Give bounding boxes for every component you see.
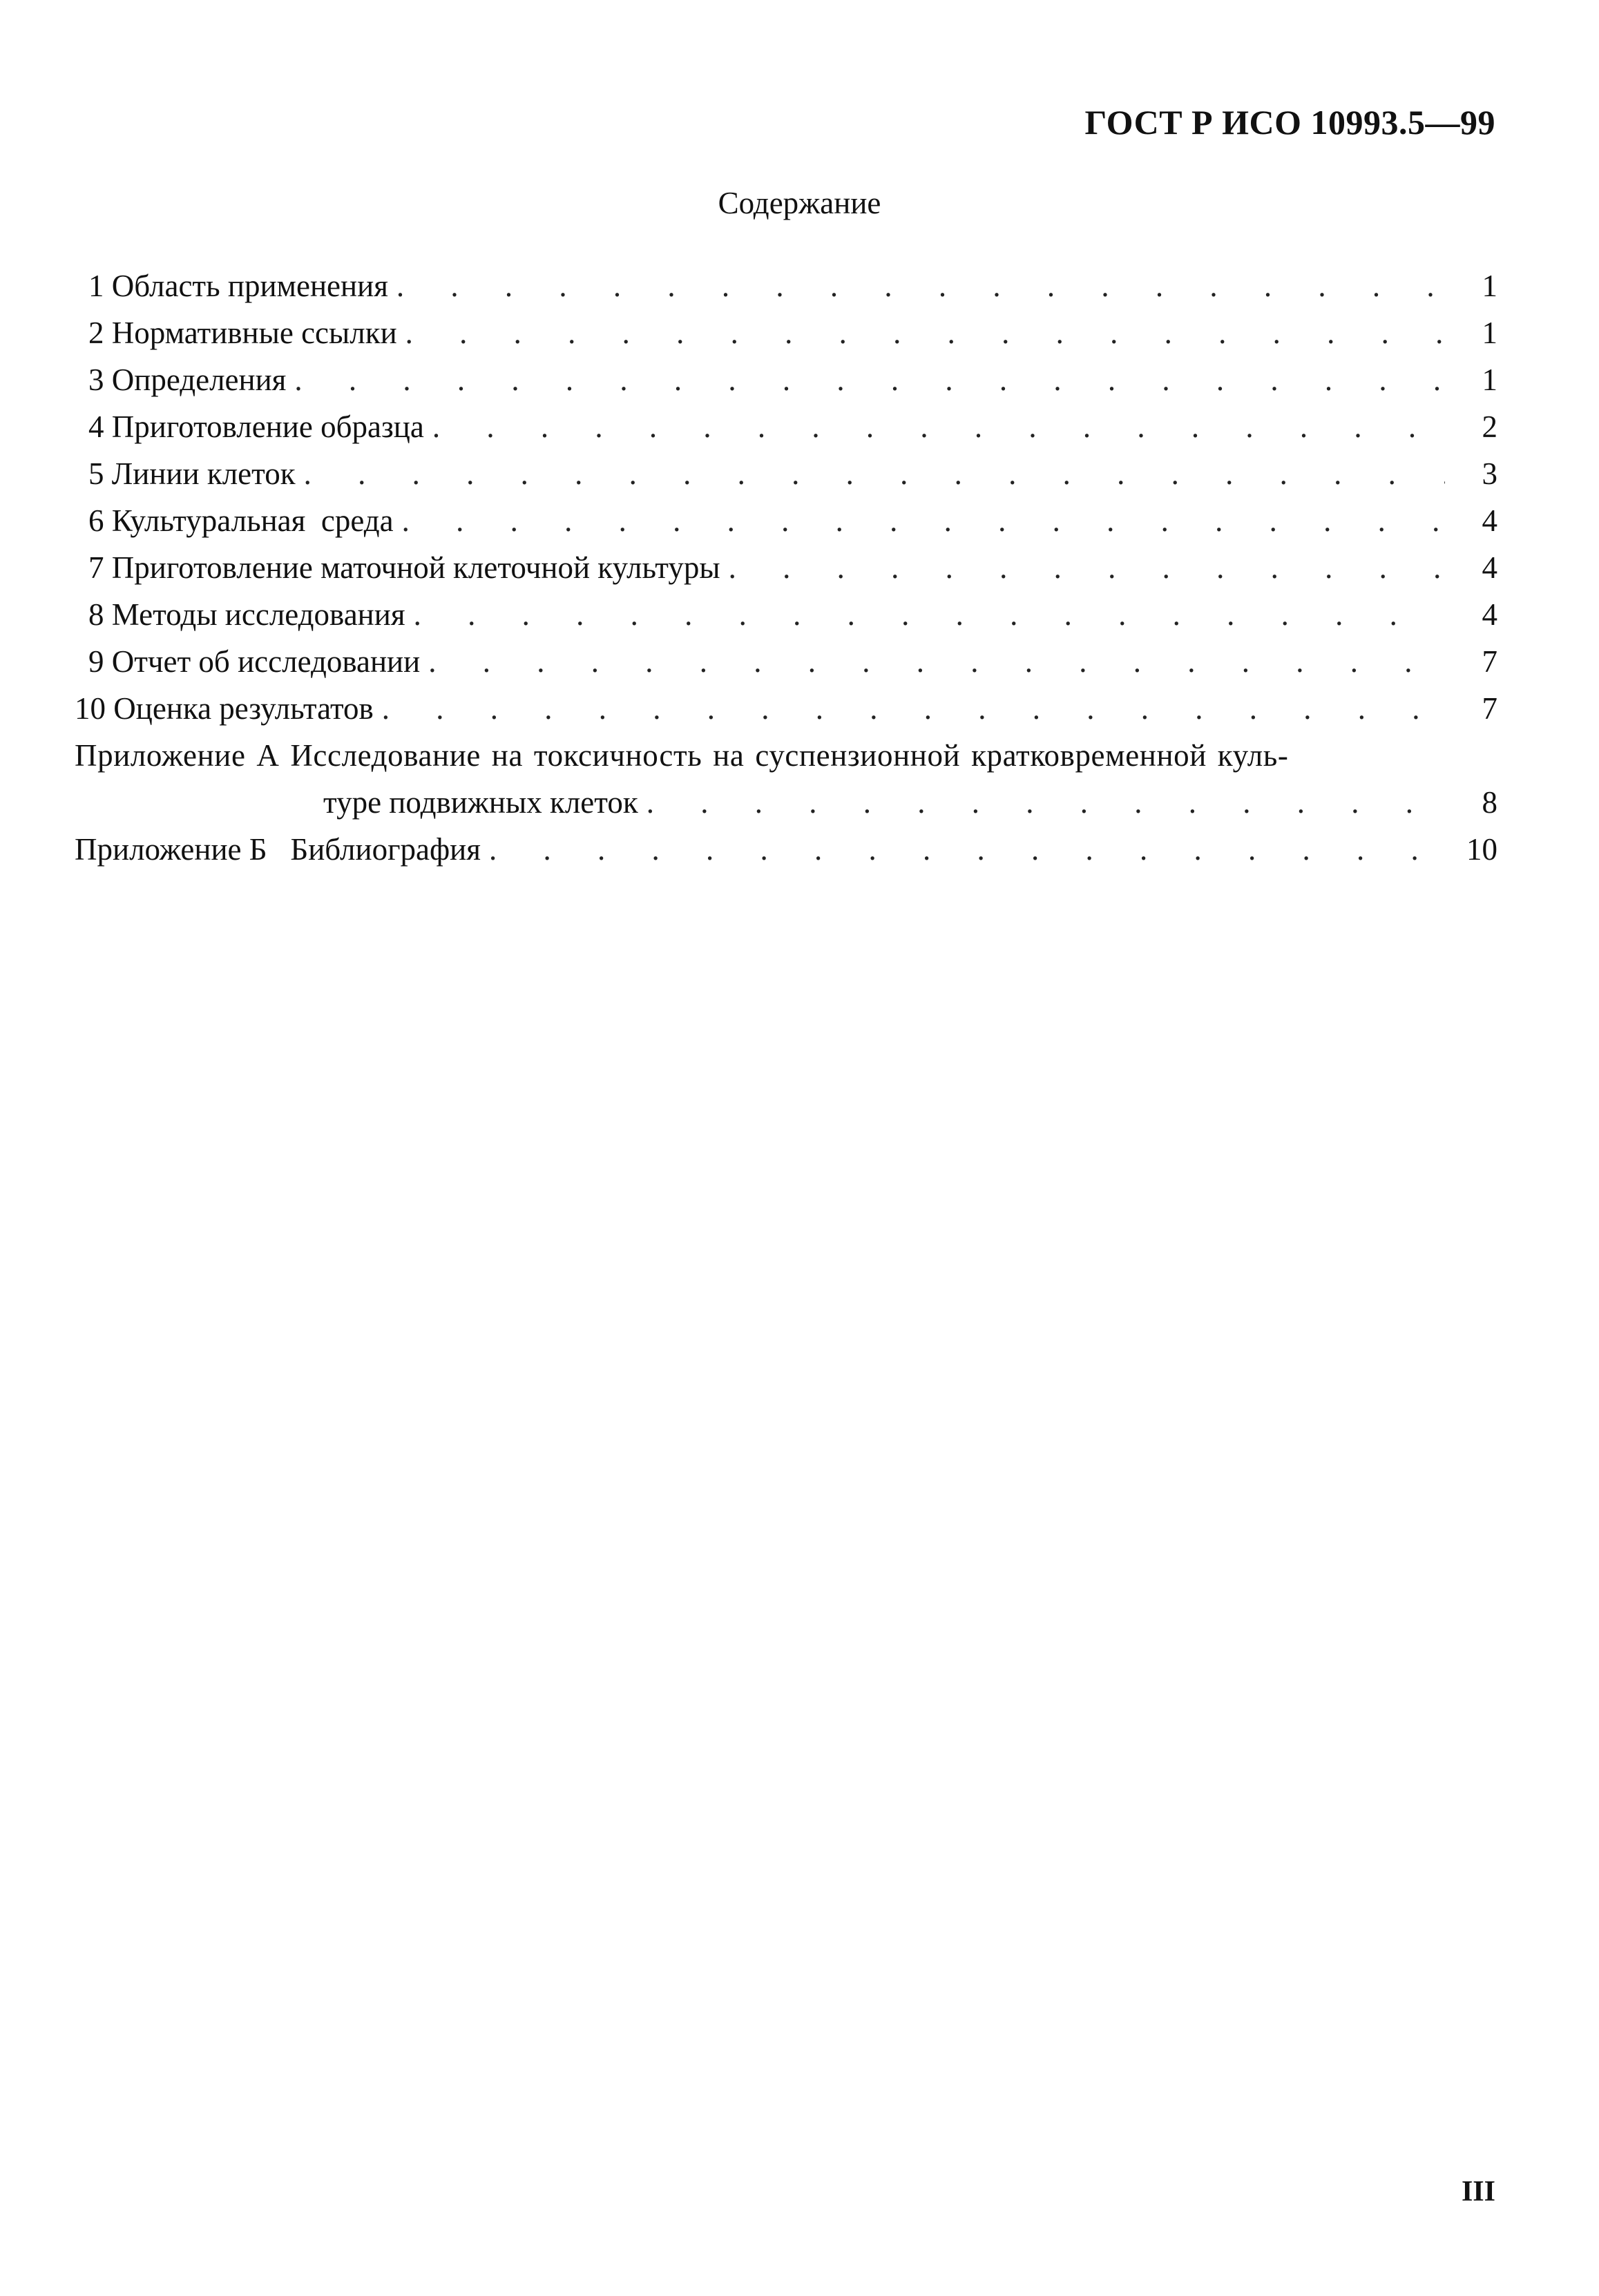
- document-code: ГОСТ Р ИСО 10993.5—99: [1084, 103, 1495, 142]
- toc-item-page: 3: [1482, 456, 1497, 491]
- toc-item-label: 1 Область применения: [88, 269, 388, 303]
- dot-leader: [405, 309, 1445, 356]
- dot-leader: [489, 826, 1445, 873]
- dot-leader: [647, 779, 1445, 826]
- dot-leader: [396, 262, 1445, 309]
- toc-item-label: 10 Оценка результатов: [75, 691, 374, 726]
- dot-leader: [304, 450, 1445, 497]
- toc-item[interactable]: [75, 450, 1497, 497]
- appendix-a-title-line2-row: [75, 779, 1497, 826]
- page-number: III: [1461, 2176, 1495, 2208]
- toc-item-label: 5 Линии клеток: [88, 456, 296, 491]
- toc-item[interactable]: [75, 356, 1497, 403]
- toc-item-label: 4 Приготовление образца: [88, 409, 424, 444]
- toc-item-page: 4: [1482, 597, 1497, 632]
- dot-leader: [294, 356, 1445, 403]
- toc-appendix-a[interactable]: [75, 732, 1497, 826]
- appendix-a-title-line2: туре подвижных клеток: [323, 785, 638, 820]
- dot-leader: [414, 591, 1445, 638]
- dot-leader: [382, 685, 1445, 732]
- toc-item-label: 6 Культуральная среда: [88, 503, 394, 538]
- toc-item-page: 4: [1482, 503, 1497, 538]
- toc-item-page: 8: [1482, 785, 1497, 820]
- toc-item[interactable]: [75, 309, 1497, 356]
- toc-item[interactable]: [75, 403, 1497, 450]
- toc-item-label: 9 Отчет об исследовании: [88, 644, 421, 679]
- toc-item[interactable]: [75, 591, 1497, 638]
- table-of-contents: [75, 262, 1497, 873]
- appendix-b-label: Приложение Б Библиография: [75, 832, 481, 867]
- toc-item-label: 7 Приготовление маточной клеточной культуры: [88, 550, 720, 585]
- dot-leader: [729, 544, 1445, 591]
- toc-item-page: 7: [1482, 691, 1497, 726]
- toc-title: Содержание: [718, 186, 881, 220]
- toc-item-page: 1: [1482, 316, 1497, 350]
- toc-item-label: 3 Определения: [88, 363, 287, 397]
- toc-item[interactable]: [75, 685, 1497, 732]
- toc-item-page: 4: [1482, 550, 1497, 585]
- toc-appendix-b[interactable]: [75, 826, 1497, 873]
- dot-leader: [402, 497, 1445, 544]
- toc-item[interactable]: [75, 262, 1497, 309]
- dot-leader: [428, 638, 1445, 685]
- toc-item-page: 10: [1466, 832, 1497, 867]
- dot-leader: [432, 403, 1445, 450]
- toc-item-page: 1: [1482, 269, 1497, 303]
- toc-item-label: 2 Нормативные ссылки: [88, 316, 397, 350]
- toc-item-label: 8 Методы исследования: [88, 597, 405, 632]
- toc-item[interactable]: [75, 638, 1497, 685]
- toc-item-page: 7: [1482, 644, 1497, 679]
- appendix-a-title-line1: Приложение А Исследование на токсичность на суспензионной кратковременной куль-: [75, 738, 1289, 773]
- toc-item-page: 1: [1482, 363, 1497, 397]
- toc-item[interactable]: [75, 497, 1497, 544]
- toc-item[interactable]: [75, 544, 1497, 591]
- toc-item-page: 2: [1482, 409, 1497, 444]
